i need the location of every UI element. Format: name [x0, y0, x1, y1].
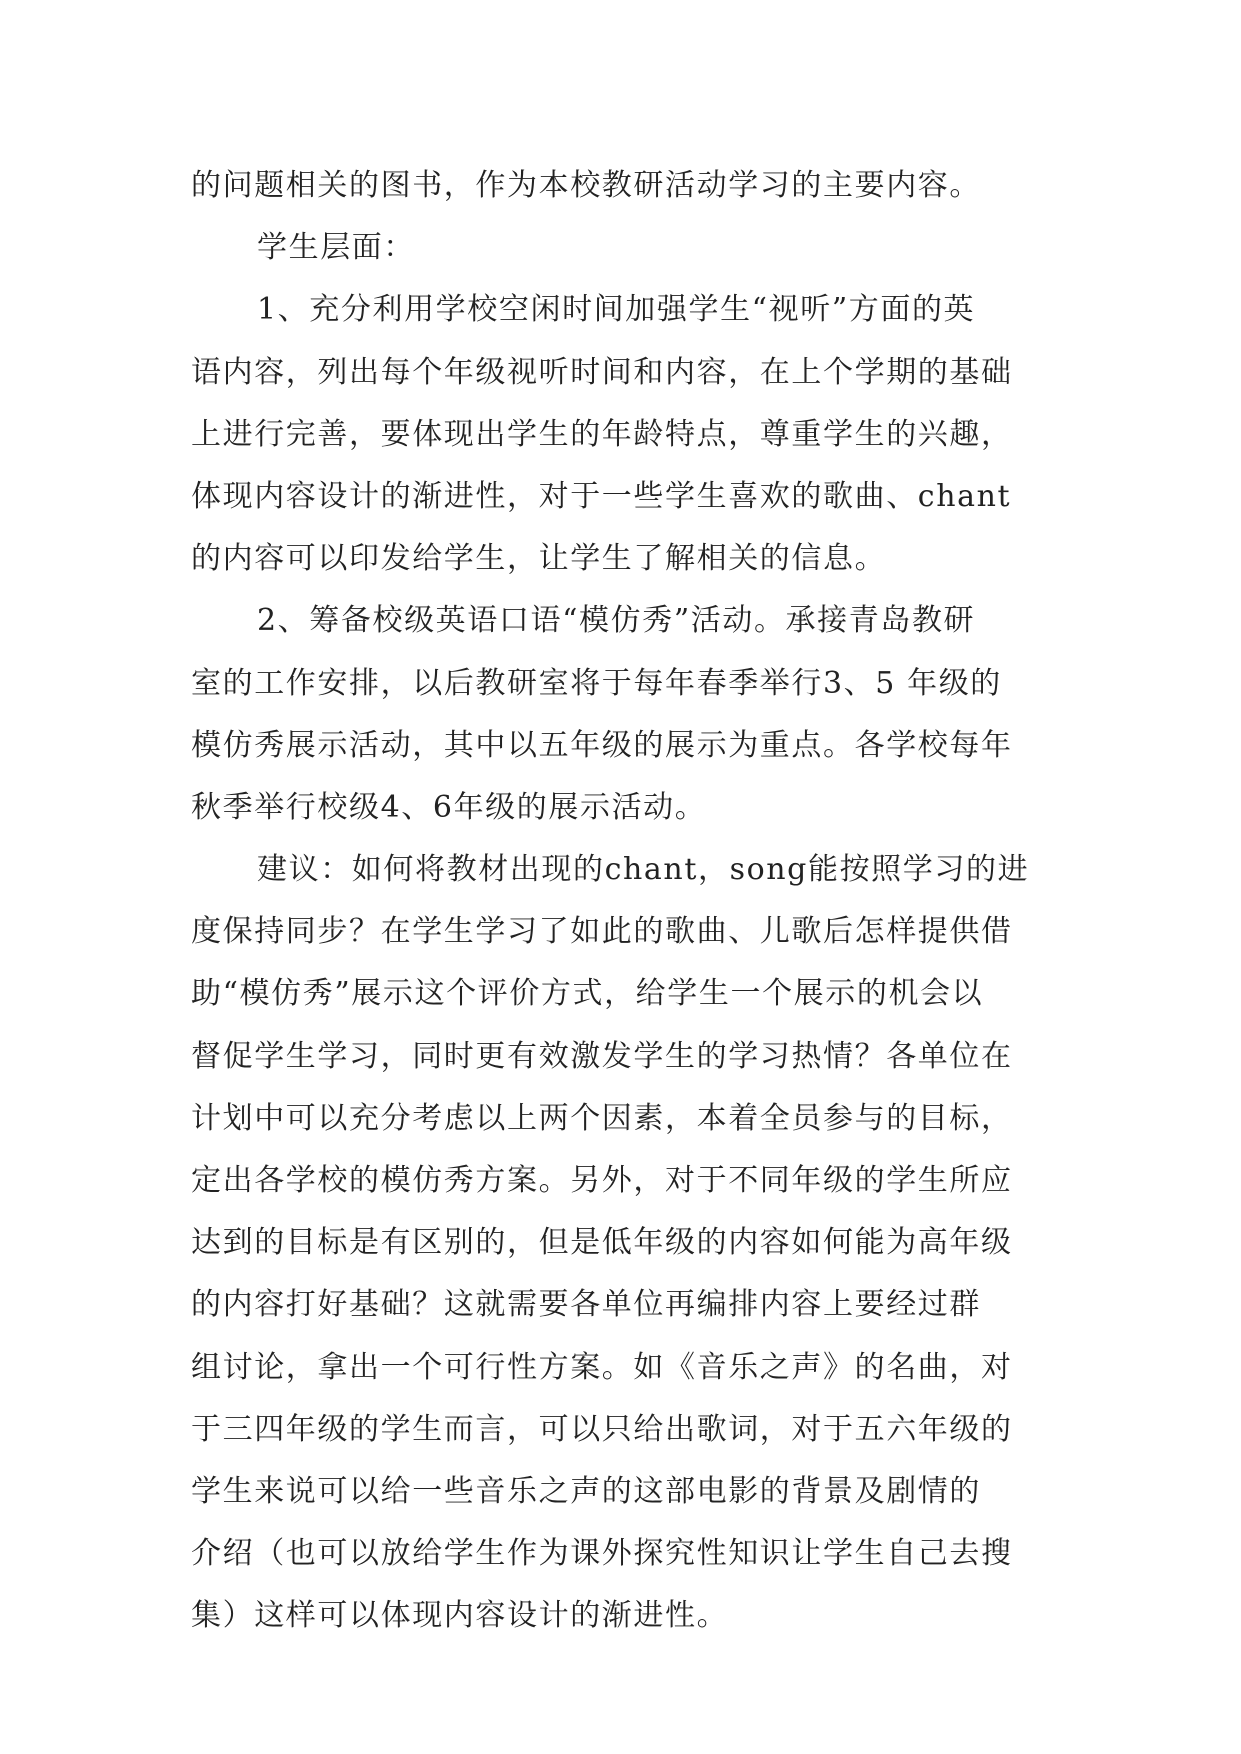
- suggestion-paragraph-line: 集）这样可以体现内容设计的渐进性。: [191, 1598, 729, 1634]
- suggestion-paragraph-line: 督促学生学习，同时更有效激发学生的学习热情？各单位在: [191, 1038, 1013, 1074]
- paragraph-2-line: 模仿秀展示活动，其中以五年级的展示为重点。各学校每年: [191, 727, 1013, 763]
- suggestion-paragraph-line: 定出各学校的模仿秀方案。另外，对于不同年级的学生所应: [191, 1163, 1013, 1198]
- suggestion-paragraph-line: 建议：如何将教材出现的chant，song能按照学习的进: [257, 852, 1030, 888]
- suggestion-paragraph-line: 组讨论，拿出一个可行性方案。如《音乐之声》的名曲，对: [191, 1349, 1013, 1385]
- suggestion-paragraph-line: 达到的目标是有区别的，但是低年级的内容如何能为高年级: [191, 1225, 1013, 1261]
- paragraph-1-line: 语内容，列出每个年级视听时间和内容，在上个学期的基础: [191, 354, 1013, 390]
- suggestion-paragraph-line: 度保持同步？在学生学习了如此的歌曲、儿歌后怎样提供借: [191, 914, 1013, 950]
- suggestion-paragraph-line: 的内容打好基础？这就需要各单位再编排内容上要经过群: [191, 1287, 981, 1323]
- paragraph-1-line: 上进行完善，要体现出学生的年龄特点，尊重学生的兴趣，: [191, 416, 1013, 452]
- suggestion-paragraph-line: 介绍（也可以放给学生作为课外探究性知识让学生自己去搜: [191, 1536, 1013, 1572]
- suggestion-paragraph-line: 助“模仿秀”展示这个评价方式，给学生一个展示的机会以: [191, 976, 984, 1012]
- section-heading-student-level: 学生层面：: [257, 230, 415, 266]
- paragraph-1-line: 1、充分利用学校空闲时间加强学生“视听”方面的英: [257, 292, 976, 328]
- suggestion-paragraph-line: 计划中可以充分考虑以上两个因素，本着全员参与的目标，: [191, 1100, 1013, 1136]
- suggestion-paragraph-line: 学生来说可以给一些音乐之声的这部电影的背景及剧情的: [191, 1473, 981, 1509]
- text-line: 的问题相关的图书，作为本校教研活动学习的主要内容。: [191, 168, 981, 203]
- paragraph-1-line: 的内容可以印发给学生，让学生了解相关的信息。: [191, 541, 887, 577]
- suggestion-paragraph-line: 于三四年级的学生而言，可以只给出歌词，对于五六年级的: [191, 1411, 1013, 1447]
- document-body: [191, 155, 1056, 1648]
- paragraph-2-line: 秋季举行校级4、6年级的展示活动。: [191, 789, 707, 825]
- paragraph-1-line: 体现内容设计的渐进性，对于一些学生喜欢的歌曲、chant: [191, 478, 1012, 514]
- paragraph-2-line: 室的工作安排，以后教研室将于每年春季举行3、5 年级的: [191, 665, 1002, 701]
- paragraph-2-line: 2、筹备校级英语口语“模仿秀”活动。承接青岛教研: [257, 603, 976, 639]
